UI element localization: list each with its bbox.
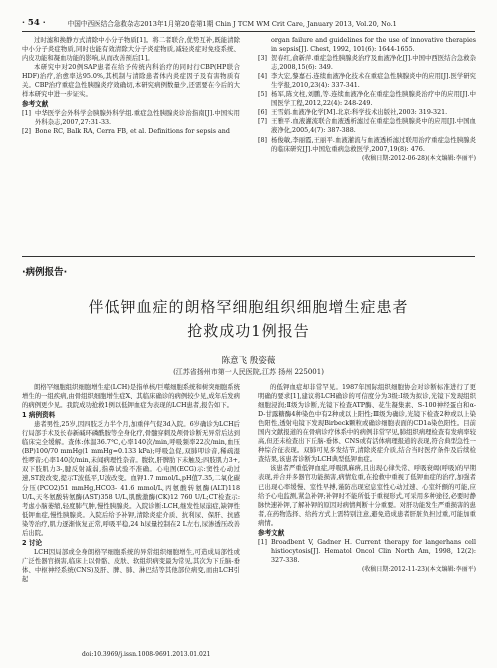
discussion-paragraph: LCH因局部或全身朗格罕细胞系统的异常组织细胞增生,可造成局部性或广泛性器官损害,临床上以骨骼、皮肤、软组织病变最为常见,其次为下丘脑-垂体、中枢神经系统(CNS)及肝、脾、肺、淋巴结等其他部位病变,而由LCH引起 xyxy=(22,548,240,583)
top-right-column xyxy=(258,36,476,250)
reference-item: [2] Bone RC, Balk RA, Cerra FB, et al. Definitions for sepsis and xyxy=(22,128,230,136)
section-heading: 1 病例资料 xyxy=(22,411,56,420)
paragraph: 该患者严重低钾血症,呼吸肌麻痹,且出现心律失常、呼吸衰竭(呼吸)的早期表现,并合并多器官功能损害,病情危重,在抢救中重视了低钾血症的治疗,加强者已出现心率缓慢、室性早搏,谨防出现窒息室性心动过速、心室纤颤的可能,应给予心电监测,紧急补钾;补钾时不能所低于重视形式,可采用多种途径,必要时静脉快速补钾,了解补钾的原因对病情判断十分重要。对肝功能发生严重损害的患者,在药物选择、给药方式上需特别注意,避免造成患者肝脏负担过重,可能加重病情。 xyxy=(258,465,476,527)
body-right-column xyxy=(258,383,476,658)
references-heading: 参考文献 xyxy=(258,528,285,537)
intro-paragraph: 朗格罕细胞组织细胞增生症(LCH)是指单核/巨噬细胞系统和树突细胞系统增生的一组疾病,由骨组织细胞增生症X、其临床确诊的病例较少见,成年后发病的病例更少见。我院成功抢救1例以低钾血症为表现的LCH患者,报告如下。 xyxy=(22,384,240,410)
running-header xyxy=(22,6,475,32)
doi: doi:10.3969/j.issn.1008-9691.2013.01.021 xyxy=(82,651,211,658)
reference-item: [1] 中华医学会外科学会胰腺外科学组.重症急性胰腺炎诊治指南[J].中国实用外科杂志,2007,27:31-33. xyxy=(22,110,240,127)
reference-item: [7] 王雅平.血液灌流联合血液透析滤过在重症急性胰腺炎中的应用[J].中国血液净化,2005,4(7): 387-388. xyxy=(258,118,476,135)
reference-item: [4] 李大宏,黎嘉石.连续血液净化技术在重症急性胰腺炎中的应用[J].医学研究生学报,2010,23(4): 337-341. xyxy=(258,73,476,90)
article-title-line1: 伴低钾血症的朗格罕细胞组织细胞增生症患者 xyxy=(88,298,409,316)
journal-citation: 中国中西医结合急救杂志2013年1月第20卷第1期 Chin J TCM WM Crit Care, January 2013, Vol.20, No.1 xyxy=(67,20,397,28)
paragraph: 过时滤和换静方式清除中小分子物质[1]。将二者联合,优势互补,既能清除中小分子炎症物质,同时也能有效清除大分子炎症物质,减轻炎症对免疫系统、内皮功能和凝血功能的影响,从而改善预后[1]。 xyxy=(22,37,240,63)
paragraph: 的低钾血症却非常罕见。1987年国际组织细胞协会对诊断标准进行了更明确的要求[1],建议将LCH确诊的可信度分为3级:Ⅰ级为拟诊,光镜下发现组织细胞浸润;Ⅱ级为诊断,光镜下检查ATP酶、花生凝集素、S-100神经蛋白和α-D-甘露糖酶4种染色中有2种或以上阳性;Ⅲ级为确诊,光镜下检查2种或以上染色阳性,透射电镜下发现Birbeck颗粒或确诊细胞表面的CD1a染色阳性。目前国内文献报道的在骨病诊疗体系中的病例非常罕见,肺组织病理检查有发病率较高,但还未检查出下丘脑-垂体、CNS或有活体病理报道的表现,符合典型急性一种综合征表现。双肺可见多发结节,清除炎症介质,结合当时医疗条件及后续检查结果,该患者诊断为LCH典型低钾血症。 xyxy=(258,384,476,464)
case-paragraph: 患者男性,25岁,因四肢乏力半个月,加重伴气促3d入院。6岁确诊为LCH后行局部手术及长春新碱环磷酰胺等全身化疗,骨髓穿刺及颅骨诊断无异常后达到临床完全缓解。查体:体温36.7℃,心率140次/min,呼吸频率22次/min,血压(BP)100/70 mmHg(1 mmHg=0.133 kPa);呼吸急促,双肺叩诊音,稀疏湿性啰音;心率140次/min,未闻病理性杂音。腹软,肝脾肋下未触及;四肢肌力3+,双下肢肌力3-,腱反射减弱,指鼻试验不准确。心电图(ECG)示:窦性心动过速,ST段改变,提示T波低平,U波改变。血钾1.7 mmol/L,pH值7.35,二氧化碳分压(PCO2)51 mmHg,HCO3- 41.6 mmol/L,丙氨酸转氨酶(ALT)118 U/L,天冬氨酸转氨酶(AST)358 U/L,肌酸激酶(CK)12 760 U/L;CT检查示:考虑小脑萎缩,轻度肺气肿,慢性胰腺炎。入院诊断:LCH,继发性尿崩症,缺钾性低钾血症,慢性胰腺炎。入院后给予补钾,清除炎症介质、抗利尿、保肝、抗感染等治疗,肌力逐渐恢复正常,呼吸平稳,24 h尿量控制在2 L左右,尿渗透压改善后出院。 xyxy=(22,421,240,537)
reference-item: [6] 王雪娟.血液净化学[M].北京:科学技术出版社,2003: 319-321. xyxy=(258,109,448,117)
reference-item: [5] 杨军,陈文柱,刘鹏,等.连续血液净化在重症急性胰腺炎治疗中的应用[J].中国医学工程,2012,22(4): 248-249. xyxy=(258,91,476,108)
section-divider xyxy=(22,256,475,257)
received-note: (收稿日期:2012-11-23)(本文编辑:李丽平) xyxy=(361,565,476,573)
references-heading: 参考文献 xyxy=(22,100,49,109)
article-category: ·病例报告· xyxy=(22,267,68,278)
paragraph: 本研究中对20例SAP患者在给予传统内科治疗的同时行CBP(HP联合HDF)治疗,治愈率达95.0%,其机制与清除患者体内炎症因子及有害物质有关。CBP治疗重症急性胰腺炎疗效确切,本研究病例数量少,还需要在今后的大样本研究中进一步证实。 xyxy=(22,64,240,99)
affiliation: (江苏省扬州市第一人民医院,江苏 扬州 225001) xyxy=(173,368,324,376)
reference-item: [3] 贺春红,俞新萍.重症急性胰腺炎治疗及血液净化[J].中国中西医结合急救杂志,2008,15(6): 349. xyxy=(258,55,476,72)
received-note: (收稿日期:2012-06-28)(本文编辑:李丽平) xyxy=(361,154,476,162)
reference-item: [1] Broadbent V, Gadner H. Current therapy for langerhans cell histiocytosis[J]. Hematol Oncol Clin North Am, 1998, 12(2): 327-338. xyxy=(258,538,476,564)
authors: 陈意飞 殷姿薇 xyxy=(221,356,276,366)
reference-continuation: organ failure and guidelines for the use of innovative therapies in sepsis[J]. Chest, 1992, 101(6): 1644-1655. xyxy=(271,37,476,54)
top-left-column xyxy=(22,36,240,248)
section-heading: 2 讨论 xyxy=(22,538,43,547)
body-left-column xyxy=(22,383,240,645)
page-number: · 54 · xyxy=(22,18,46,28)
reference-item: [8] 杨俊敏,李丽霞,王丽平.血液灌流与血液透析滤过联用治疗重症急性胰腺炎的临床研究[J].中国危重病急救医学,2007,19(8): 476. xyxy=(258,136,476,153)
article-title-line2: 抢救成功1例报告 xyxy=(187,322,310,340)
